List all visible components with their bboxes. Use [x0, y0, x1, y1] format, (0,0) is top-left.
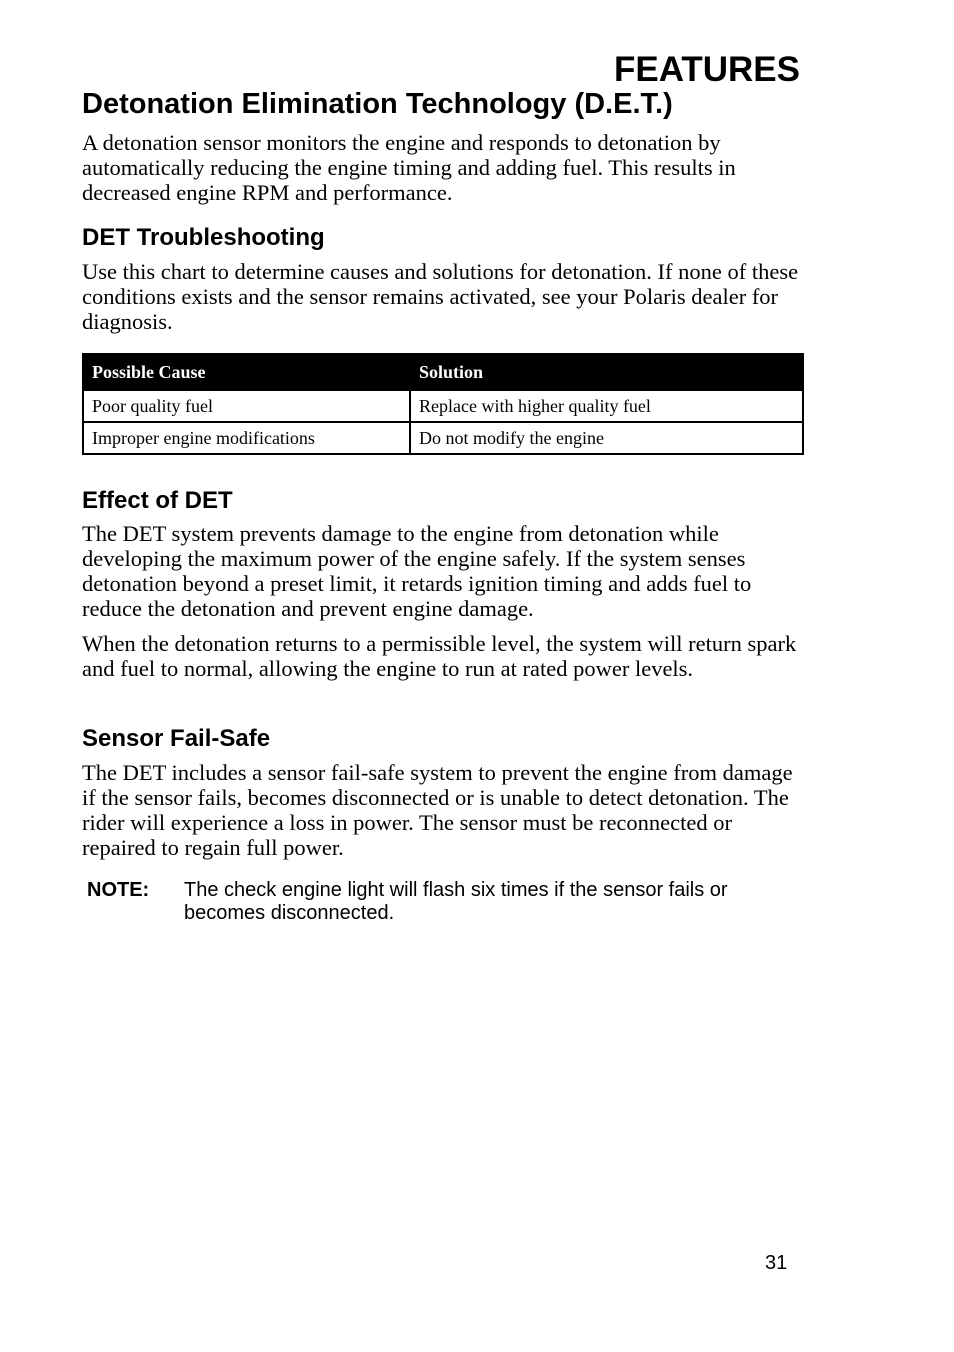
effect-heading: Effect of DET	[82, 487, 233, 514]
table-cell-cause: Improper engine modifications	[83, 422, 410, 454]
page-title: Detonation Elimination Technology (D.E.T.)	[82, 88, 673, 120]
troubleshooting-heading: DET Troubleshooting	[82, 224, 325, 251]
table-header-row	[83, 354, 803, 390]
failsafe-paragraph: The DET includes a sensor fail-safe system to prevent the engine from damage if the sensor fails, becomes disconnected or is unable to detect detonation. The rider will experience a loss in power. The sensor must be reconnected or repaired to regain full power.	[82, 760, 793, 860]
table-cell-solution: Do not modify the engine	[410, 422, 803, 454]
effect-paragraph-2: When the detonation returns to a permissible level, the system will return spark and fuel to normal, allowing the engine to run at rated power levels.	[82, 631, 797, 681]
table-cell-cause: Poor quality fuel	[83, 390, 410, 422]
failsafe-heading: Sensor Fail-Safe	[82, 725, 271, 752]
table-cell-solution: Replace with higher quality fuel	[410, 390, 803, 422]
troubleshooting-table	[82, 353, 804, 455]
page-number: 31	[765, 1252, 788, 1274]
intro-paragraph: A detonation sensor monitors the engine and responds to detonation by automatically reducing the engine timing and adding fuel. This results in decreased engine RPM and performance.	[82, 130, 736, 205]
section-title: FEATURES	[613, 50, 800, 89]
table-row	[83, 422, 803, 454]
note-label: NOTE:	[87, 879, 150, 901]
troubleshooting-paragraph: Use this chart to determine causes and solutions for detonation. If none of these conditions exists and the sensor remains activated, see your Polaris dealer for diagnosis.	[82, 259, 799, 334]
note-text: The check engine light will flash six times if the sensor fails or becomes disconnected.	[184, 879, 728, 924]
table-row	[83, 390, 803, 422]
column-header-cause: Possible Cause	[83, 354, 410, 390]
effect-paragraph-1: The DET system prevents damage to the engine from detonation while developing the maximum power of the engine safely. If the system senses detonation beyond a preset limit, it retards ignition timing and adds fuel to reduce the detonation and prevent engine damage.	[82, 521, 752, 621]
column-header-solution: Solution	[410, 354, 803, 390]
